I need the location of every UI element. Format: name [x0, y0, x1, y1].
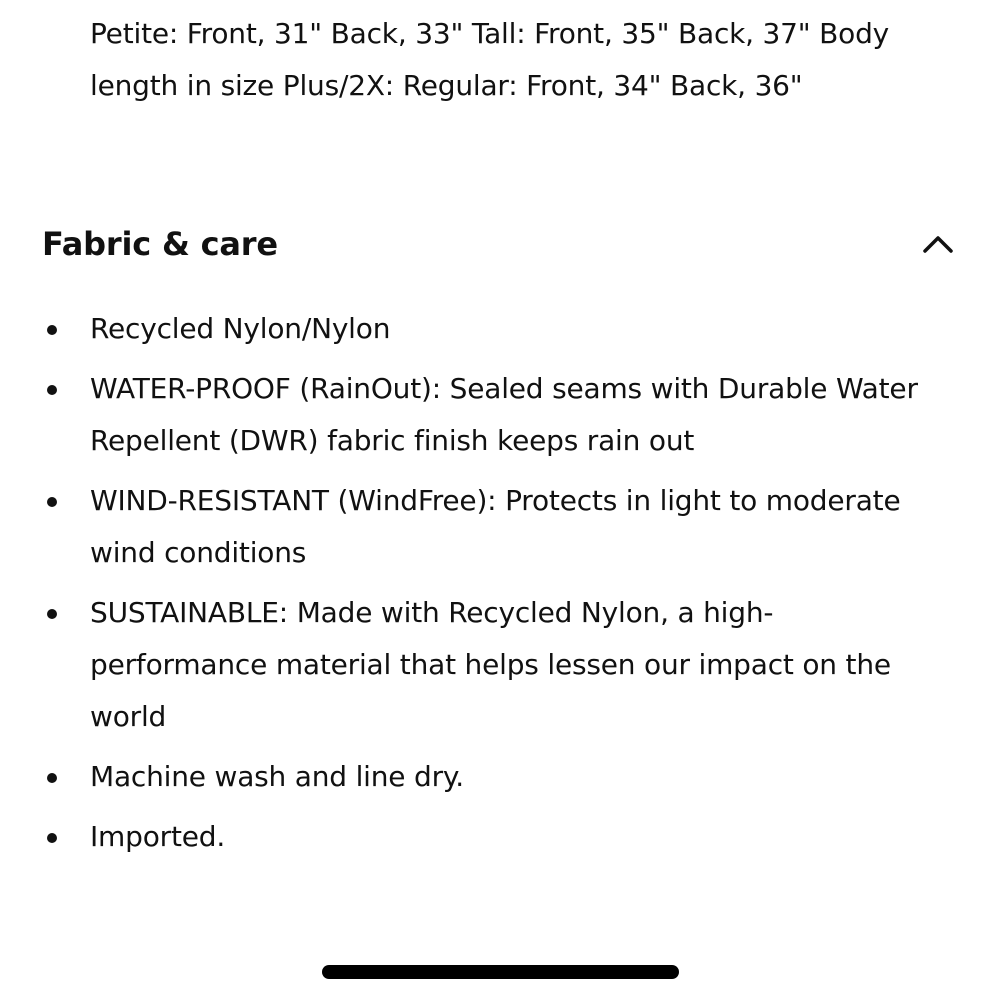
home-indicator[interactable]: [322, 965, 679, 979]
list-item: [40, 811, 940, 863]
bullet-icon: [47, 609, 57, 619]
list-item: [40, 587, 940, 743]
list-item: [40, 363, 940, 467]
fit-details-text: Petite: Front, 31" Back, 33" Tall: Front, 35" Back, 37" Body length in size Plus/2X: Regular: Front, 34" Back, 36": [90, 17, 890, 102]
list-item: [40, 751, 940, 803]
section-title: Fabric & care: [42, 225, 278, 263]
chevron-up-icon[interactable]: [920, 226, 956, 262]
list-item-text: WIND-RESISTANT (WindFree): Protects in light to moderate wind conditions: [90, 484, 901, 569]
list-item: [40, 475, 940, 579]
list-item-text: WATER-PROOF (RainOut): Sealed seams with Durable Water Repellent (DWR) fabric finish keeps rain out: [90, 372, 918, 457]
fabric-care-accordion-header[interactable]: [42, 218, 962, 270]
bullet-icon: [47, 773, 57, 783]
bullet-icon: [47, 833, 57, 843]
list-item-text: Imported.: [90, 820, 226, 853]
bullet-icon: [47, 385, 57, 395]
list-item-text: SUSTAINABLE: Made with Recycled Nylon, a high-performance material that helps lessen our impact on the world: [90, 596, 891, 733]
fabric-care-list: [40, 303, 940, 871]
list-item-text: Machine wash and line dry.: [90, 760, 464, 793]
bullet-icon: [47, 325, 57, 335]
list-item-text: Recycled Nylon/Nylon: [90, 312, 391, 345]
bullet-icon: [47, 497, 57, 507]
list-item: [40, 303, 940, 355]
